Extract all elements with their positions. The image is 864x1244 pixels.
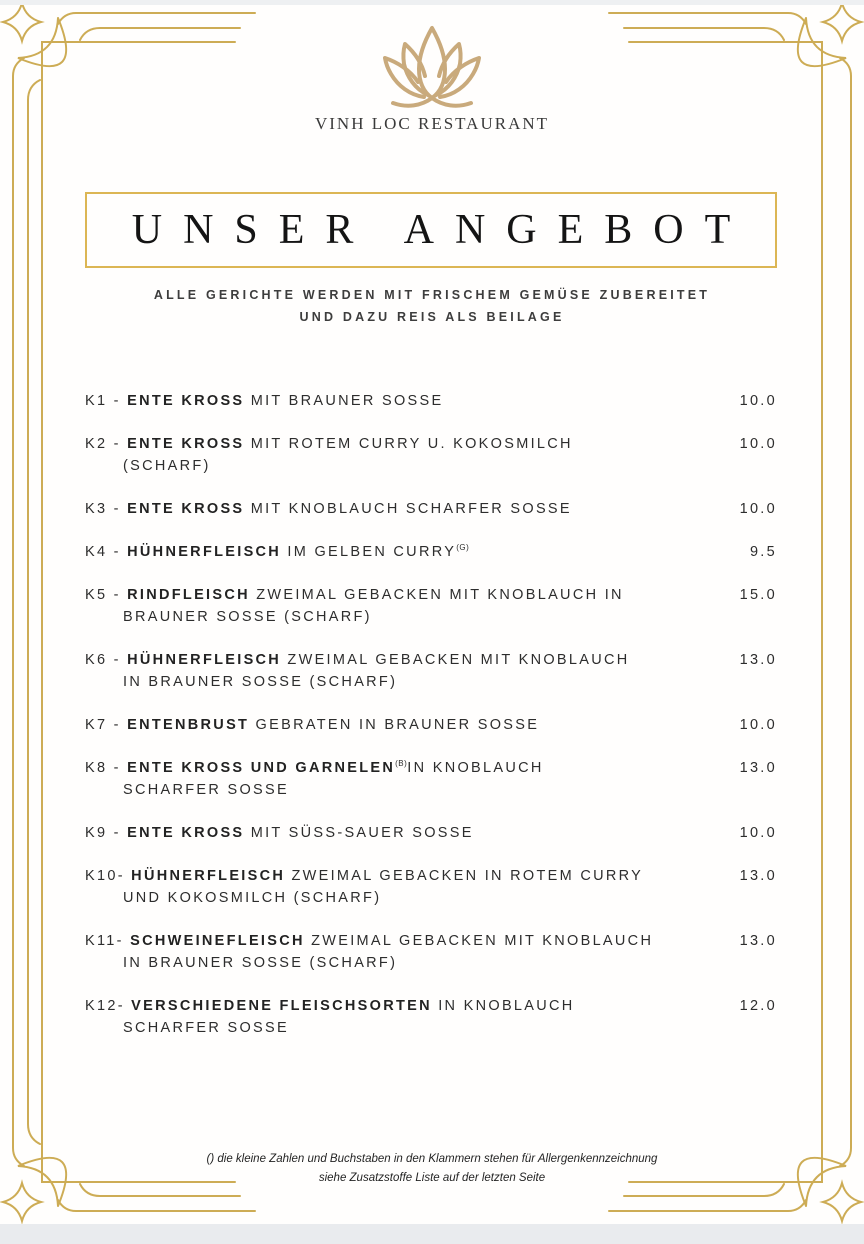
menu-item-row xyxy=(85,649,777,693)
menu-item-text xyxy=(85,995,713,1039)
photo-edge-bottom xyxy=(0,1224,864,1244)
menu-item-text xyxy=(85,584,713,628)
menu-item-desc: GEBRATEN IN BRAUNER SOSSE xyxy=(249,717,540,733)
menu-item-desc-line2: (SCHARF) xyxy=(123,458,211,474)
menu-item-name: RINDFLEISCH xyxy=(127,587,250,603)
menu-item-name: ENTE KROSS xyxy=(127,436,245,452)
menu-item-code: K8 - xyxy=(85,760,128,776)
menu-item-row xyxy=(85,390,777,412)
sparkle-star-icon xyxy=(823,1183,861,1221)
menu-item-row xyxy=(85,865,777,909)
menu-item-desc: IN KNOBLAUCH xyxy=(407,760,544,776)
menu-item-row xyxy=(85,433,777,477)
menu-item-text xyxy=(85,822,713,844)
menu-item-desc-line2: BRAUNER SOSSE (SCHARF) xyxy=(123,609,372,625)
allergen-footnote xyxy=(0,1150,864,1188)
menu-item-code: K3 - xyxy=(85,501,128,517)
menu-item-desc-line2: SCHARFER SOSSE xyxy=(123,1020,289,1036)
subtitle-line-2: UND DAZU REIS ALS BEILAGE xyxy=(299,310,565,324)
menu-item-row xyxy=(85,714,777,736)
menu-item-code: K5 - xyxy=(85,587,128,603)
menu-item-text xyxy=(85,541,713,563)
menu-item-desc: MIT BRAUNER SOSSE xyxy=(244,393,444,409)
photo-edge-top xyxy=(0,0,864,5)
menu-item-row xyxy=(85,822,777,844)
menu-item-row xyxy=(85,584,777,628)
menu-item-desc-line2: IN BRAUNER SOSSE (SCHARF) xyxy=(123,955,398,971)
menu-item-desc: ZWEIMAL GEBACKEN MIT KNOBLAUCH IN xyxy=(249,587,624,603)
menu-item-name: VERSCHIEDENE FLEISCHSORTEN xyxy=(131,998,432,1014)
menu-item-price: 13.0 xyxy=(739,868,777,884)
menu-item-desc: IN KNOBLAUCH xyxy=(431,998,575,1014)
menu-item-row xyxy=(85,930,777,974)
menu-item-desc: ZWEIMAL GEBACKEN MIT KNOBLAUCH xyxy=(304,933,654,949)
menu-item-text xyxy=(85,649,713,693)
menu-item-desc-line2: SCHARFER SOSSE xyxy=(123,782,289,798)
menu-item-text xyxy=(85,498,713,520)
menu-item-text xyxy=(85,757,713,801)
menu-item-row xyxy=(85,498,777,520)
menu-item-code: K4 - xyxy=(85,544,128,560)
footnote-line-2: siehe Zusatzstoffe Liste auf der letzten Seite xyxy=(318,1172,546,1184)
menu-item-code: K7 - xyxy=(85,717,128,733)
menu-item-name: HÜHNERFLEISCH xyxy=(131,868,286,884)
restaurant-name: VINH LOC RESTAURANT xyxy=(314,114,550,133)
title-box xyxy=(85,192,777,268)
allergen-sup: (G) xyxy=(456,543,470,553)
menu-item-price: 13.0 xyxy=(739,933,777,949)
subtitle-line-1: ALLE GERICHTE WERDEN MIT FRISCHEM GEMÜSE ZUBEREITET xyxy=(153,288,711,302)
menu-item-code: K2 - xyxy=(85,436,128,452)
menu-item-name: ENTE KROSS UND GARNELEN xyxy=(127,760,396,776)
menu-item-price: 15.0 xyxy=(739,587,777,603)
menu-item-desc: ZWEIMAL GEBACKEN IN ROTEM CURRY xyxy=(285,868,644,884)
menu-item-code: K6 - xyxy=(85,652,128,668)
menu-item-name: ENTE KROSS xyxy=(127,825,245,841)
menu-item-price: 13.0 xyxy=(739,760,777,776)
menu-item-price: 9.5 xyxy=(749,544,777,560)
sparkle-star-icon xyxy=(3,1183,41,1221)
menu-item-price: 10.0 xyxy=(739,501,777,517)
allergen-sup: (B) xyxy=(395,759,408,769)
menu-item-name: ENTE KROSS xyxy=(127,393,245,409)
page-title: UNSER ANGEBOT xyxy=(131,207,752,253)
menu-item-code: K9 - xyxy=(85,825,128,841)
lotus-icon xyxy=(369,24,495,112)
menu-item-row xyxy=(85,995,777,1039)
menu-list xyxy=(85,390,777,1060)
menu-item-name: ENTE KROSS xyxy=(127,501,245,517)
footnote-line-1: () die kleine Zahlen und Buchstaben in den Klammern stehen für Allergenkennzeichnung xyxy=(206,1153,658,1165)
menu-item-desc: IM GELBEN CURRY xyxy=(281,544,457,560)
menu-item-desc: ZWEIMAL GEBACKEN MIT KNOBLAUCH xyxy=(281,652,630,668)
menu-item-text xyxy=(85,930,713,974)
menu-item-price: 10.0 xyxy=(739,717,777,733)
menu-item-price: 10.0 xyxy=(739,436,777,452)
menu-item-text xyxy=(85,865,713,909)
menu-item-name: HÜHNERFLEISCH xyxy=(127,544,282,560)
menu-item-desc-line2: UND KOKOSMILCH (SCHARF) xyxy=(123,890,382,906)
menu-item-row xyxy=(85,541,777,563)
menu-item-text xyxy=(85,433,713,477)
menu-item-price: 10.0 xyxy=(739,825,777,841)
menu-item-text xyxy=(85,390,713,412)
menu-item-name: SCHWEINEFLEISCH xyxy=(130,933,305,949)
menu-item-price: 13.0 xyxy=(739,652,777,668)
menu-item-price: 10.0 xyxy=(739,393,777,409)
menu-item-name: HÜHNERFLEISCH xyxy=(127,652,282,668)
menu-item-row xyxy=(85,757,777,801)
menu-item-code: K12- xyxy=(85,998,132,1014)
menu-item-desc: MIT KNOBLAUCH SCHARFER SOSSE xyxy=(244,501,572,517)
logo-wrap xyxy=(0,24,864,117)
menu-subtitle xyxy=(0,284,864,328)
menu-item-code: K1 - xyxy=(85,393,128,409)
menu-item-price: 12.0 xyxy=(739,998,777,1014)
menu-item-desc-line2: IN BRAUNER SOSSE (SCHARF) xyxy=(123,674,398,690)
menu-item-code: K10- xyxy=(85,868,132,884)
menu-item-desc: MIT ROTEM CURRY U. KOKOSMILCH xyxy=(244,436,573,452)
menu-item-name: ENTENBRUST xyxy=(127,717,250,733)
menu-item-text xyxy=(85,714,713,736)
menu-item-code: K11- xyxy=(85,933,131,949)
menu-item-desc: MIT SÜSS-SAUER SOSSE xyxy=(244,825,474,841)
